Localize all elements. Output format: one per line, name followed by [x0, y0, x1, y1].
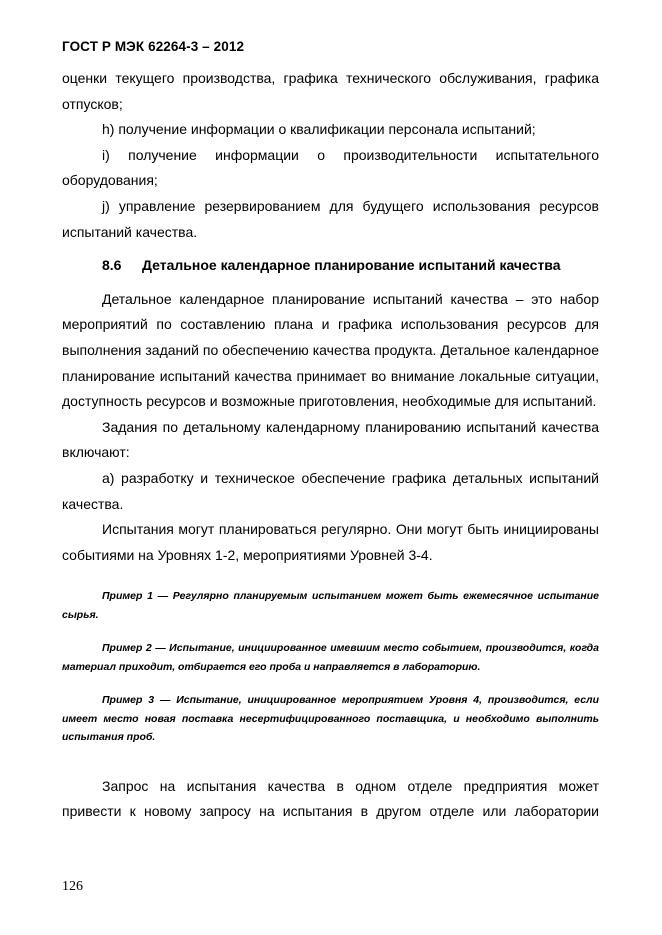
example-1: Пример 1 — Регулярно планируемым испытанием может быть ежемесячное испытание сырья.: [62, 590, 599, 621]
paragraph-request: Запрос на испытания качества в одном отделе предприятия может привести к новому запросу на испытания в другом отделе или лаборатории: [62, 777, 599, 820]
section-number: 8.6: [102, 257, 122, 274]
section-title: Детальное календарное планирование испытаний качества: [142, 257, 561, 274]
document-header: ГОСТ Р МЭК 62264-3 – 2012: [62, 39, 245, 54]
paragraph-continuation: оценки текущего производства, графика технического обслуживания, графика отпусков;: [62, 70, 599, 112]
section-heading: [62, 253, 599, 279]
list-item-j: j) управление резервированием для будущего использования ресурсов испытаний качества.: [62, 197, 599, 240]
example-3: Пример 3 — Испытание, инициированное мероприятием Уровня 4, производится, если имеет место новая поставка несертифицированного поставщика, и необходимо выполнить испытания проб.: [62, 694, 599, 744]
paragraph-scheduling: Испытания могут планироваться регулярно. Они могут быть инициированы событиями на Уровнях 1-2, мероприятиями Уровней 3-4.: [62, 521, 599, 563]
paragraph-tasks: Задания по детальному календарному планированию испытаний качества включают:: [62, 418, 599, 461]
document-body: [62, 66, 599, 825]
list-item-a: а) разработку и техническое обеспечение графика детальных испытаний качества.: [62, 469, 599, 512]
paragraph-intro: Детальное календарное планирование испытаний качества – это набор мероприятий по составлению плана и графика использования ресурсов для выполнения заданий по обеспечению качества продукта. Детальное календарное планирование испытаний качества принимает во внимание локальные ситуации, доступность ресурсов и возможные приготовления, необходимые для испытаний.: [62, 290, 599, 410]
page-number: 126: [62, 879, 83, 894]
list-item-h: h) получение информации о квалификации персонала испытаний;: [102, 121, 536, 138]
example-2: Пример 2 — Испытание, инициированное имевшим место событием, производится, когда материал приходит, отбирается его проба и направляется в лабораторию.: [62, 642, 599, 673]
list-item-i: i) получение информации о производительности испытательного оборудования;: [62, 146, 599, 189]
